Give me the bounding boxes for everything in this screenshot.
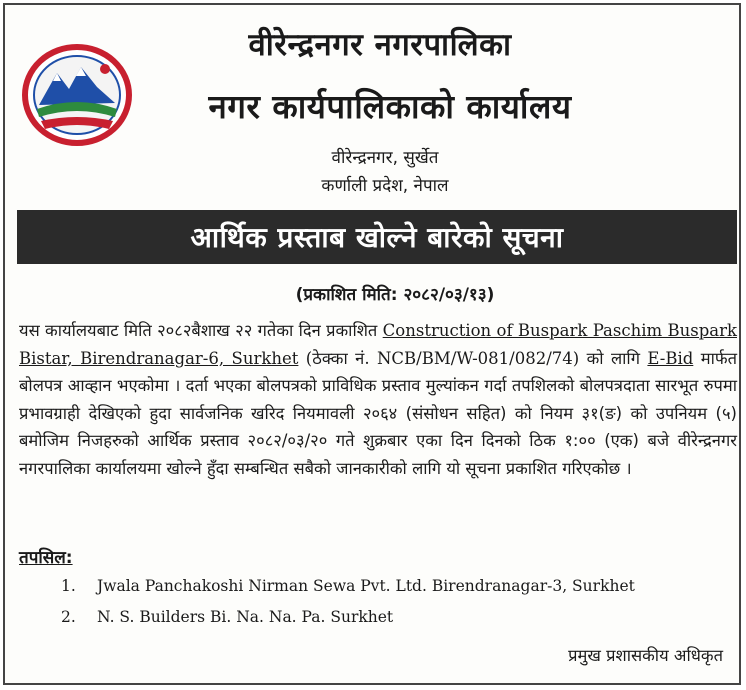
list-item-text: Jwala Panchakoshi Nirman Sewa Pvt. Ltd. Birendranagar-3, Surkhet <box>97 576 635 595</box>
office-name: नगर कार्यपालिकाको कार्यालय <box>208 87 572 126</box>
details-heading: तपसिल: <box>19 548 73 568</box>
municipality-emblem-icon <box>21 43 133 147</box>
list-item-number: 2. <box>61 607 76 626</box>
list-item-number: 1. <box>61 576 76 595</box>
publish-date: (प्रकाशित मिति: २०८२/०३/१३) <box>295 285 495 305</box>
address-line-1: वीरेन्द्रनगर, सुर्खेत <box>331 148 439 168</box>
project-name: Construction of Buspark Paschim Buspark Bistar, Birendranagar-6, Surkhet <box>19 321 737 368</box>
list-item <box>61 570 635 601</box>
notice-title: आर्थिक प्रस्ताब खोल्ने बारेको सूचना <box>190 221 564 254</box>
notice-body <box>19 317 737 482</box>
signatory-title: प्रमुख प्रशासकीय अधिकृत <box>568 646 723 665</box>
ebid-label: E-Bid <box>647 348 694 368</box>
bidder-list <box>61 570 635 632</box>
body-part-2: (ठेक्का नं. NCB/BM/W-081/082/74) को लागि <box>298 348 648 368</box>
notice-title-banner <box>17 210 737 264</box>
address-line-2: कर्णाली प्रदेश, नेपाल <box>321 176 449 196</box>
list-item-text: N. S. Builders Bi. Na. Na. Pa. Surkhet <box>97 607 394 626</box>
body-part-3: मार्फत बोलपत्र आव्हान भएकोमा । दर्ता भएका बोलपत्रको प्राविधिक प्रस्ताव मुल्यांकन गर्दा तपशिलको बोलपत्रदाता सारभूत रुपमा प्रभावग्राही देखिएको हुदा सार्वजनिक खरिद नियमावली २०६४ (संसोधन सहित) को नियम ३१(ङ) को उपनियम (५) बमोजिम निजहरुको आर्थिक प्रस्ताव २०८२/०३/२० गते शुक्रबार एका दिन दिनको ठिक १:०० (एक) बजे वीरेन्द्रनगर नगरपालिका कार्यालयमा खोल्ने हुँदा सम्बन्धित सबैको जानकारीको लागि यो सूचना प्रकाशित गरिएकोछ । <box>19 348 737 478</box>
list-item <box>61 601 635 632</box>
notice-frame <box>3 3 741 685</box>
body-part-1: यस कार्यालयबाट मिति २०८२बैशाख २२ गतेका दिन प्रकाशित <box>19 321 383 340</box>
municipality-name: वीरेन्द्रनगर नगरपालिका <box>248 27 512 63</box>
